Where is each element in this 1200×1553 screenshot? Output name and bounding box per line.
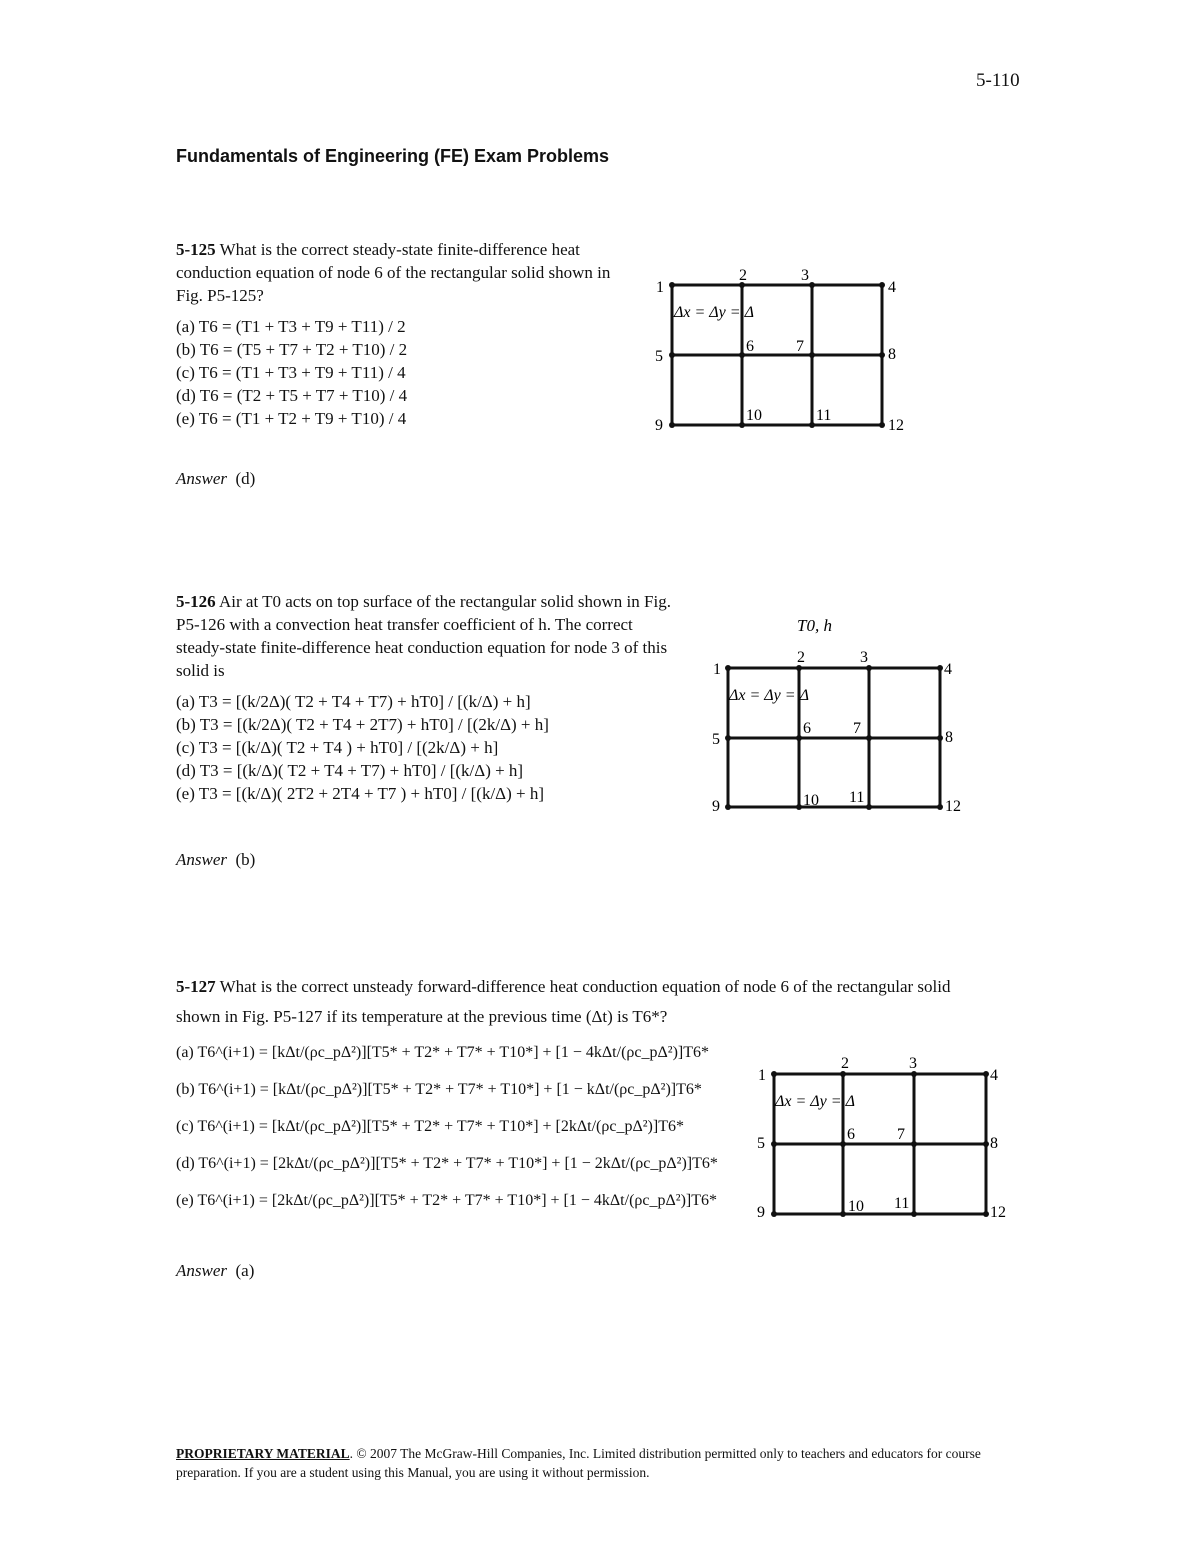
answer-label: Answer: [176, 469, 227, 488]
option-a: (a) T6 = (T1 + T3 + T9 + T11) / 2: [176, 317, 406, 336]
node-label-8: 8: [990, 1135, 998, 1152]
node-label-10: 10: [746, 407, 762, 424]
node-label-5: 5: [757, 1135, 765, 1152]
node-label-6: 6: [803, 720, 811, 737]
answer-label: Answer: [176, 1261, 227, 1280]
node-label-2: 2: [739, 267, 747, 284]
question-text: Air at T0 acts on top surface of the rectangular solid shown in Fig. P5-126 with a convection heat transfer coefficient of h. The correct steady-state finite-difference heat conduction equation for node 3 of this solid is: [176, 592, 671, 680]
answer-label: Answer: [176, 850, 227, 869]
node-label-2: 2: [841, 1055, 849, 1072]
node-label-7: 7: [796, 338, 804, 355]
node-label-1: 1: [713, 661, 721, 678]
option-b: (b) T3 = [(k/2Δ)( T2 + T4 + 2T7) + hT0] / [(2k/Δ) + h]: [176, 715, 549, 734]
answer-value: (a): [235, 1261, 255, 1280]
option-c: (c) T6^(i+1) = [kΔt/(ρc_pΔ²)][T5* + T2* + T7* + T10*] + [2kΔt/(ρc_pΔ²)]T6*: [176, 1118, 684, 1135]
node-label-6: 6: [847, 1126, 855, 1143]
node-label-11: 11: [849, 789, 865, 806]
node-label-2: 2: [797, 649, 805, 666]
node-label-12: 12: [945, 798, 961, 815]
problem-5-125-options: [176, 315, 407, 430]
option-e: (e) T3 = [(k/Δ)( 2T2 + 2T4 + T7 ) + hT0] / [(k/Δ) + h]: [176, 784, 545, 803]
node-label-12: 12: [990, 1204, 1006, 1221]
grid-spacing-label: Δx = Δy = Δ: [729, 687, 809, 704]
node-label-4: 4: [944, 661, 952, 678]
grid-spacing-label: Δx = Δy = Δ: [775, 1093, 855, 1110]
option-a: (a) T6^(i+1) = [kΔt/(ρc_pΔ²)][T5* + T2* + T7* + T10*] + [1 − 4kΔt/(ρc_pΔ²)]T6*: [176, 1044, 709, 1061]
node-label-5: 5: [712, 731, 720, 748]
footer-bold: PROPRIETARY MATERIAL: [176, 1446, 350, 1461]
option-e: (e) T6^(i+1) = [2kΔt/(ρc_pΔ²)][T5* + T2* + T7* + T10*] + [1 − 4kΔt/(ρc_pΔ²)]T6*: [176, 1192, 717, 1209]
node-label-8: 8: [945, 729, 953, 746]
node-label-7: 7: [853, 720, 861, 737]
node-label-9: 9: [712, 798, 720, 815]
problem-5-127-answer: [176, 1261, 254, 1281]
node-label-6: 6: [746, 338, 754, 355]
node-label-4: 4: [990, 1067, 998, 1084]
option-c: (c) T6 = (T1 + T3 + T9 + T11) / 4: [176, 363, 406, 382]
node-label-12: 12: [888, 417, 904, 434]
option-d: (d) T6 = (T2 + T5 + T7 + T10) / 4: [176, 386, 408, 405]
option-b: (b) T6^(i+1) = [kΔt/(ρc_pΔ²)][T5* + T2* + T7* + T10*] + [1 − kΔt/(ρc_pΔ²)]T6*: [176, 1081, 702, 1098]
problem-id: 5-127: [176, 977, 216, 996]
page-number: 5-110: [976, 70, 1020, 91]
option-b: (b) T6 = (T5 + T7 + T2 + T10) / 2: [176, 340, 408, 359]
problem-5-126-options: [176, 690, 549, 805]
node-label-3: 3: [801, 267, 809, 284]
node-label-11: 11: [816, 407, 832, 424]
problem-id: 5-126: [176, 592, 216, 611]
option-d: (d) T6^(i+1) = [2kΔt/(ρc_pΔ²)][T5* + T2* + T7* + T10*] + [1 − 2kΔt/(ρc_pΔ²)]T6*: [176, 1155, 718, 1172]
answer-value: (b): [235, 850, 256, 869]
node-label-9: 9: [757, 1204, 765, 1221]
node-label-3: 3: [909, 1055, 917, 1072]
node-label-4: 4: [888, 279, 896, 296]
figure-p5-126: [705, 612, 980, 822]
footer-text: . © 2007 The McGraw-Hill Companies, Inc. Limited distribution permitted only to teachers and educators for course preparation. If you are a student using this Manual, you are using it without permission.: [176, 1446, 981, 1480]
problem-5-125-question: [176, 238, 616, 307]
question-text: What is the correct unsteady forward-difference heat conduction equation of node 6 of the rectangular solid shown in Fig. P5-127 if its temperature at the previous time (Δt) is T6*?: [176, 977, 951, 1026]
proprietary-footer: [176, 1444, 1016, 1482]
question-text: What is the correct steady-state finite-difference heat conduction equation of node 6 of the rectangular solid shown in Fig. P5-125?: [176, 240, 611, 305]
node-label-10: 10: [803, 792, 819, 809]
figure-p5-125: [650, 258, 920, 438]
problem-5-126-question: [176, 590, 671, 682]
section-heading: Fundamentals of Engineering (FE) Exam Problems: [176, 146, 610, 166]
convection-label: T0, h: [797, 616, 832, 635]
option-d: (d) T3 = [(k/Δ)( T2 + T4 + T7) + hT0] / [(k/Δ) + h]: [176, 761, 524, 780]
node-label-8: 8: [888, 346, 896, 363]
problem-5-126-answer: [176, 850, 255, 870]
problem-id: 5-125: [176, 240, 216, 259]
node-label-1: 1: [758, 1067, 766, 1084]
node-label-10: 10: [848, 1198, 864, 1215]
node-label-9: 9: [655, 417, 663, 434]
option-c: (c) T3 = [(k/Δ)( T2 + T4 ) + hT0] / [(2k/Δ) + h]: [176, 738, 499, 757]
option-a: (a) T3 = [(k/2Δ)( T2 + T4 + T7) + hT0] / [(k/Δ) + h]: [176, 692, 531, 711]
node-label-11: 11: [894, 1195, 910, 1212]
node-label-7: 7: [897, 1126, 905, 1143]
node-label-3: 3: [860, 649, 868, 666]
node-label-1: 1: [656, 279, 664, 296]
problem-5-125-answer: [176, 469, 255, 489]
figure-p5-127: [755, 1048, 1025, 1228]
option-e: (e) T6 = (T1 + T2 + T9 + T10) / 4: [176, 409, 407, 428]
problem-5-127-question: [176, 972, 976, 1032]
problem-5-127-options: [176, 1034, 718, 1219]
node-label-5: 5: [655, 348, 663, 365]
answer-value: (d): [235, 469, 256, 488]
grid-spacing-label: Δx = Δy = Δ: [674, 304, 754, 321]
